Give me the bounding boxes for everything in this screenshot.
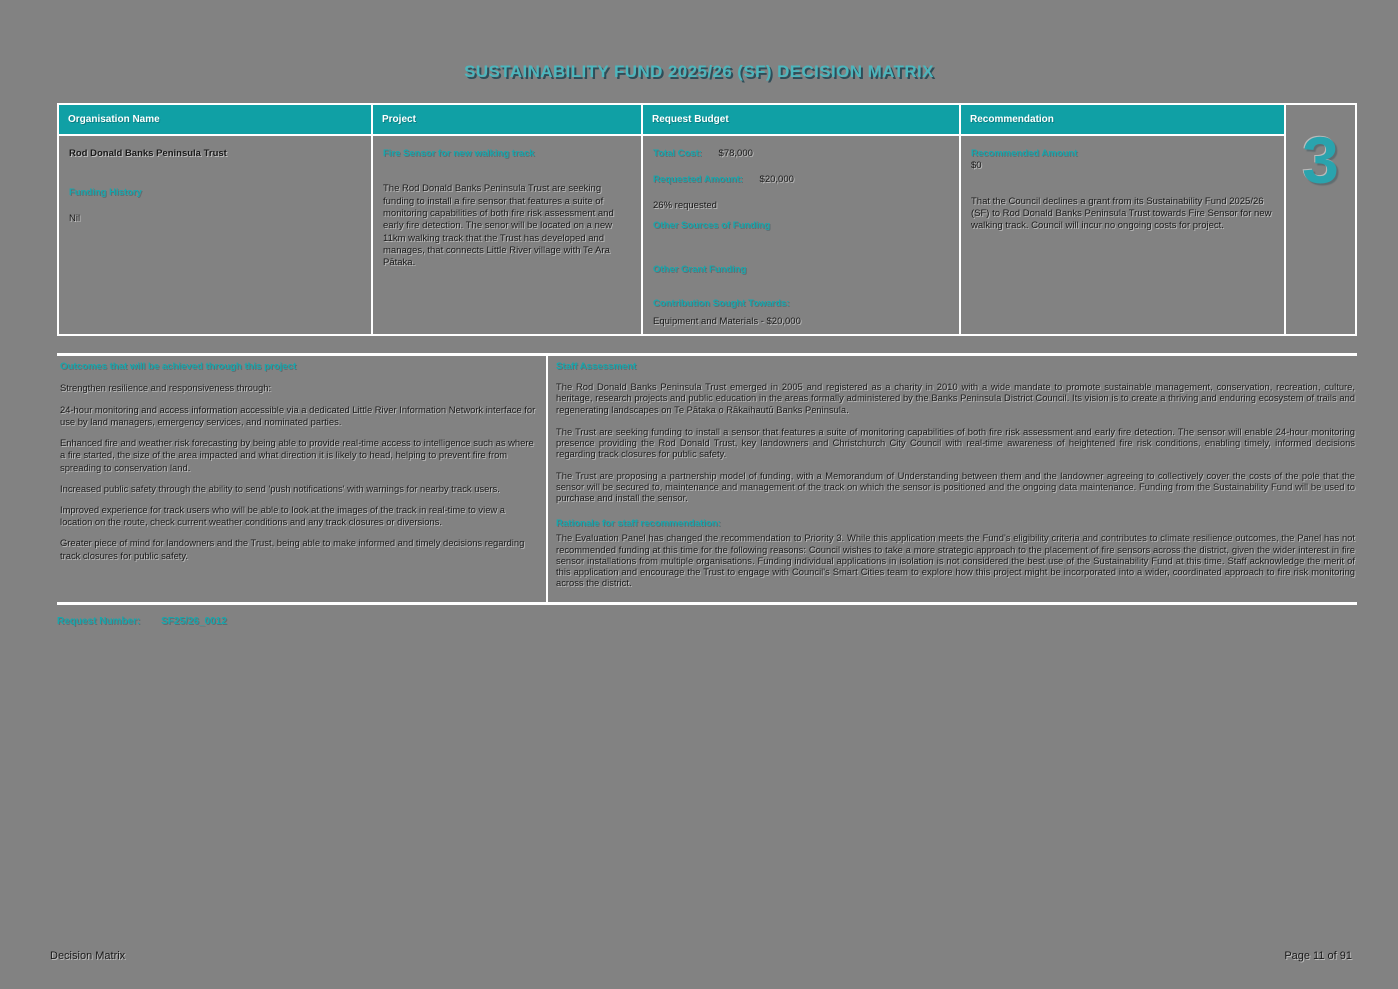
priority-badge: 3 (1302, 123, 1339, 197)
assessment-paragraph: The Trust are proposing a partnership model of funding, with a Memorandum of Understanding between them and the landowner agreeing to collectively cover the costs of the pole that the sensor will be secured to, maintenance and management of the track on which the sensor is positioned and the ongoing data maintenance. Funding from the Sustainability Fund will be used to purchase and install the sensor. (556, 469, 1355, 504)
footer-doc-title: Decision Matrix (50, 950, 126, 962)
column-header-recommendation: Recommendation (961, 105, 1284, 134)
recommendation-cell (961, 136, 1284, 334)
organisation-cell (59, 136, 371, 334)
column-header-organisation: Organisation Name (59, 105, 371, 134)
outcome-paragraph: Improved experience for track users who will be able to look at the images of the track in real-time to view a location on the route, check current weather conditions and any track closures or diversions. (60, 504, 505, 528)
request-number-line (57, 616, 1357, 627)
requested-amount-label: Requested Amount: (653, 174, 743, 186)
total-cost-label: Total Cost: (653, 148, 702, 159)
other-grant-label: Other Grant Funding (653, 264, 747, 276)
funding-history-value: Nil (69, 212, 81, 224)
outcomes-column (57, 356, 546, 602)
request-number-label: Request Number: (57, 616, 141, 627)
project-description: The Rod Donald Banks Peninsula Trust are seeking funding to install a fire sensor that features a suite of monitoring capabilities of both fire risk assessment and early fire detection. The senor will be located on a new 11km walking track that the Trust has developed and manages, that connects Little River village with Te Ara Pātaka. (383, 183, 614, 269)
outcome-paragraph: Strengthen resilience and responsiveness through: (60, 382, 272, 394)
assessment-paragraph: The Trust are seeking funding to install a sensor that features a suite of monitoring capabilities of both fire risk assessment and early fire detection. The sensor will enable 24-hour monitoring presence providing the Rod Donald Trust, key landowners and Christchurch City Council with real-time awareness of heightened fire risk conditions, enabling timely, informed decisions regarding track closures for public safety. (556, 425, 1355, 459)
document-body (57, 103, 1357, 627)
total-cost-value: $78,000 (718, 148, 753, 159)
recommended-amount-label: Recommended Amount (971, 148, 1078, 159)
requested-amount-value: $20,000 (759, 174, 794, 186)
contribution-sought-value: Equipment and Materials - $20,000 (653, 316, 801, 328)
request-number-value: SF25/26_0012 (161, 616, 227, 627)
percent-requested: 26% requested (653, 199, 717, 211)
organisation-name: Rod Donald Banks Peninsula Trust (69, 148, 227, 159)
column-header-project: Project (373, 105, 641, 134)
footer-page-number: Page 11 of 91 (1284, 950, 1352, 962)
staff-assessment-heading: Staff Assessment (556, 361, 637, 372)
recommendation-statement: That the Council declines a grant from its Sustainability Fund 2025/26 (SF) to Rod Donald Banks Peninsula Trust towards Fire Sensor for new walking track. Council will incur no ongoing costs for project. (971, 195, 1272, 232)
project-cell (373, 136, 641, 334)
contribution-sought-label: Contribution Sought Towards: (653, 297, 790, 309)
outcome-paragraph: Enhanced fire and weather risk forecasting by being able to provide real-time access to intelligence such as where a fire started, the size of the area impacted and what direction it is likely to head, helping to prevent fire from spreading to conservation land. (60, 437, 534, 473)
outcome-paragraph: Increased public safety through the ability to send 'push notifications' with warnings for nearby track users. (60, 482, 500, 494)
rationale-heading: Rationale for staff recommendation: (556, 518, 721, 530)
budget-cell (643, 136, 959, 334)
outcomes-heading: Outcomes that will be achieved through this project (60, 361, 297, 372)
column-header-budget: Request Budget (643, 105, 959, 134)
assessment-paragraph: The Rod Donald Banks Peninsula Trust emerged in 2005 and registered as a charity in 2010 with a wide mandate to promote sustainable management, conservation, recreation, culture, heritage, research projects and public education in the areas formally administered by the Banks Peninsula District Council. Its vision is to create a thriving and enduring ecosystem of trails and regenerating landscapes on Te Pātaka o Rākaihautū Banks Peninsula. (556, 381, 1355, 415)
recommended-amount-value: $0 (971, 160, 982, 172)
funding-history-label: Funding History (69, 187, 142, 199)
other-sources-label: Other Sources of Funding (653, 220, 771, 232)
project-title: Fire Sensor for new walking track (383, 148, 535, 159)
rationale-text: The Evaluation Panel has changed the recommendation to Priority 3. While this application meets the Fund's eligibility criteria and contributes to climate resilience outcomes, the Panel has not recommended funding at this time for the following reasons: Council wishes to take a more strategic approach to the placement of fire sensors across the district, given the wider interest in fire sensor installations from multiple organisations. Funding individual applications in isolation is not considered the best use of the Sustainability Fund at this time. Staff acknowledge the merit of this application and encourage the Trust to engage with Council's Smart Cities team to explore how this project might be incorporated into a wider, coordinated approach to fire risk monitoring across the district. (556, 532, 1355, 588)
decision-matrix-table (57, 103, 1357, 336)
staff-assessment-column (548, 356, 1357, 602)
outcome-paragraph: Greater piece of mind for landowners and the Trust, being able to make informed and timely decisions regarding track closures for public safety. (60, 537, 525, 561)
page-title: SUSTAINABILITY FUND 2025/26 (SF) DECISION MATRIX (464, 62, 934, 81)
priority-cell (1286, 105, 1355, 334)
outcome-paragraph: 24-hour monitoring and access information accessible via a dedicated Little River Information Network interface for use by land managers, emergency services, and nominated parties. (60, 403, 536, 427)
assessment-section (57, 353, 1357, 605)
